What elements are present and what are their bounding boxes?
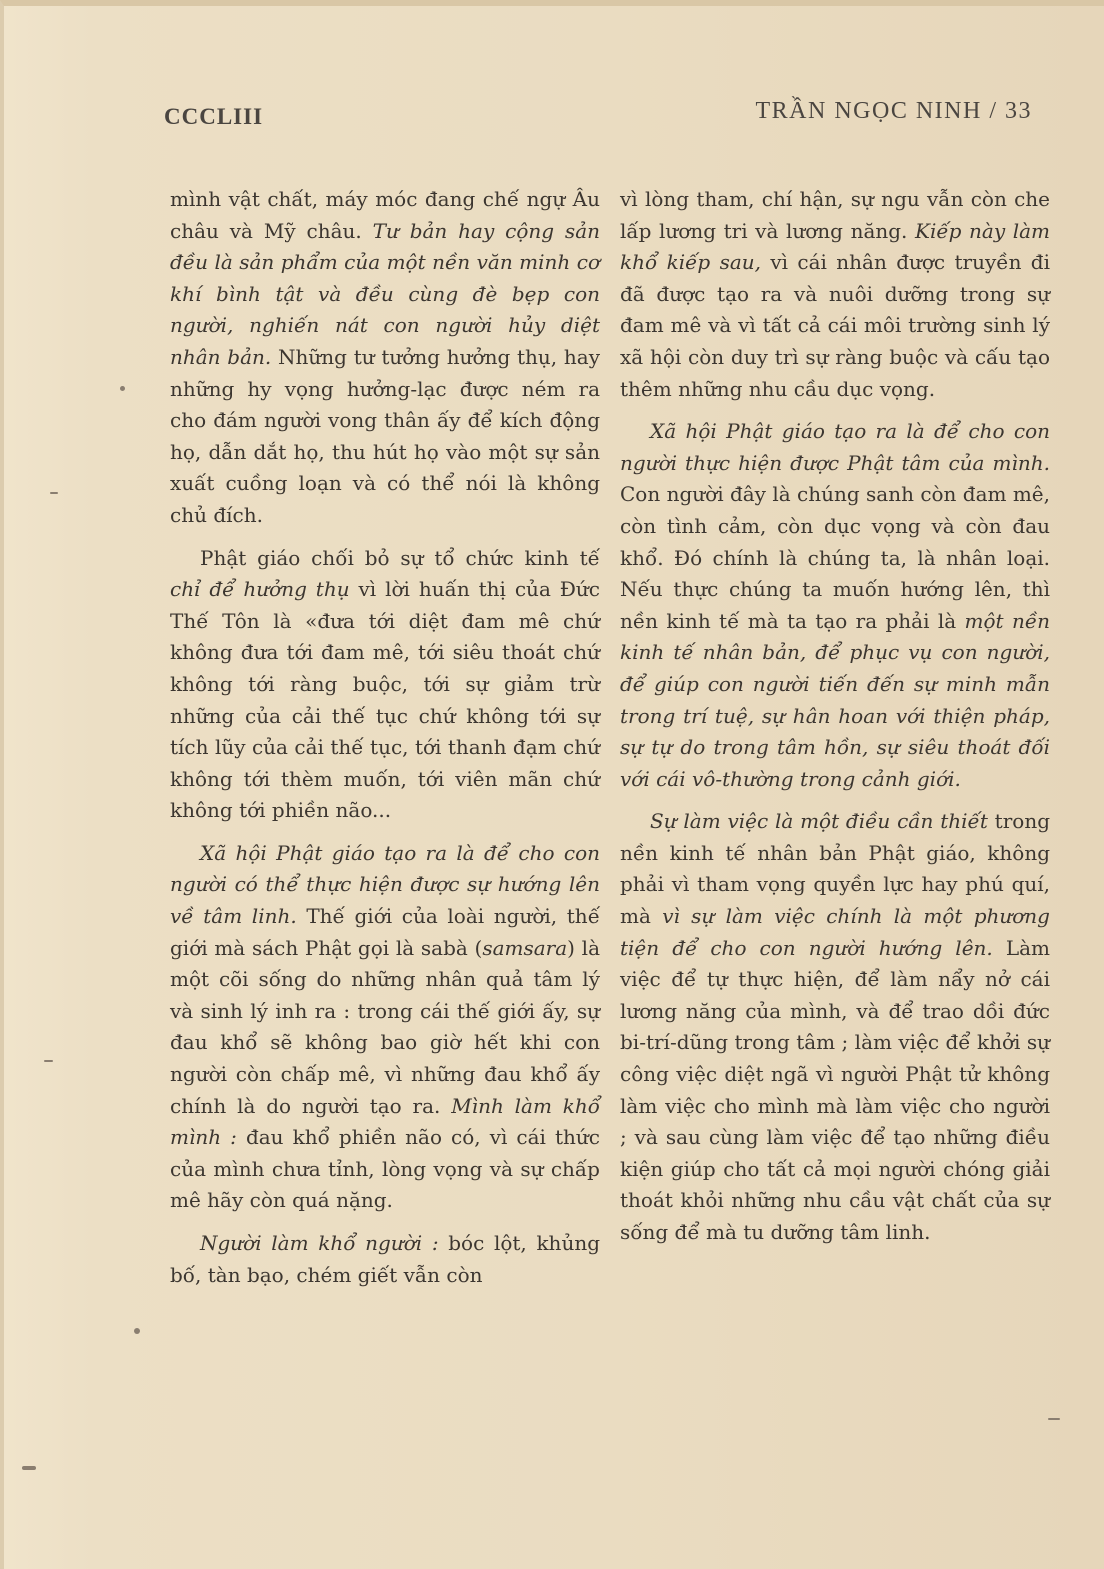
text-run: vì cái nhân được truyền đi đã được tạo ra và nuôi dưỡng trong sự đam mê và vì tất cả cái môi trường sinh lý xã hội còn duy trì sự ràng buộc và cấu tạo thêm những nhu cầu dục vọng. <box>620 250 1051 401</box>
paragraph <box>620 184 1050 405</box>
paragraph <box>170 1228 600 1291</box>
text-run: Làm việc để tự thực hiện, để làm nẩy nở cái lương năng của mình, và để trao dồi đức bi-trí-dũng trong tâm ; làm việc để khởi sự công việc diệt ngã vì người Phật tử không làm việc cho mình mà làm việc cho người ; và sau cùng làm việc để tạo những điều kiện giúp cho tất cả mọi người chóng giải thoát khỏi những nhu cầu vật chất của sự sống để mà tu dưỡng tâm linh. <box>620 935 1051 1244</box>
author-page-number: TRẦN NGỌC NINH / 33 <box>755 98 1032 124</box>
text-run: Thế giới của loài người, thế giới mà sách Phật gọi là sabà ( <box>170 904 600 960</box>
left-column <box>170 184 600 1291</box>
italic-text-run: Xã hội Phật giáo tạo ra là để cho con người thực hiện được Phật tâm của mình. <box>620 419 1050 475</box>
running-header <box>164 98 1032 138</box>
italic-text-run: một nền kinh tế nhân bản, để phục vụ con người, để giúp con người tiến đến sự minh mẫn trong trí tuệ, sự hân hoan với thiện pháp, sự tự do trong tâm hồn, sự siêu thoát đối với cái vô-thường trong cảnh giới. <box>620 608 1051 791</box>
text-run: mình vật chất, máy móc đang chế ngự Âu châu và Mỹ châu. <box>170 187 600 243</box>
italic-text-run: Sự làm việc là một điều cần thiết <box>650 809 988 834</box>
italic-text-run: Người làm khổ người : <box>200 1231 439 1255</box>
italic-text-run: chỉ để hưởng thụ <box>170 577 350 602</box>
text-run: đau khổ phiền não có, vì cái thức của mình chưa tỉnh, lòng vọng và sự chấp mê hãy còn quá nặng. <box>170 1125 600 1213</box>
text-run: Con người đây là chúng sanh còn đam mê, còn tình cảm, còn dục vọng và còn đau khổ. Đó chính là chúng ta, là nhân loại. Nếu thực chúng ta muốn hướng lên, thì nền kinh tế mà ta tạo ra phải là <box>620 482 1050 633</box>
italic-text-run: Xã hội Phật giáo tạo ra là để cho con người có thể thực hiện được sự hướng lên về tâm linh. <box>170 840 600 929</box>
italic-text-run: Tư bản hay cộng sản đều là sản phẩm của một nền văn minh cơ khí bình tật và đều cùng đè bẹp con người, nghiến nát con người hủy diệt nhân bản. <box>170 218 601 369</box>
text-run: trong nền kinh tế nhân bản Phật giáo, không phải vì tham vọng quyền lực hay phú quí, mà <box>620 809 1051 929</box>
italic-text-run: Mình làm khổ mình : <box>170 1093 600 1150</box>
text-run: vì lòng tham, chí hận, sự ngu vẫn còn che lấp lương tri và lương năng. <box>620 187 1050 243</box>
text-run: Phật giáo chối bỏ sự tổ chức kinh tế <box>200 545 600 570</box>
text-run: Những tư tưởng hưởng thụ, hay những hy vọng hưởng-lạc được ném ra cho đám người vong thân ấy để kích động họ, dẫn dắt họ, thu hút họ vào một sự sản xuất cuồng loạn và có thể nói là không chủ đích. <box>170 344 600 527</box>
paper-speck <box>44 1060 53 1062</box>
paper-speck <box>120 386 125 391</box>
paragraph <box>170 543 600 827</box>
paragraph <box>620 806 1050 1248</box>
paragraph <box>170 184 600 532</box>
italic-text-run: vì sự làm việc chính là một phương tiện để cho con người hướng lên. <box>620 904 1050 960</box>
chapter-numeral: CCCLIII <box>164 104 264 129</box>
text-run: vì lời huấn thị của Đức Thế Tôn là «đưa tới diệt đam mê chứ không đưa tới đam mê, tới siêu thoát chứ không tới ràng buộc, tới sự giảm trừ những của cải thế tục chứ không tới sự tích lũy của cải thế tục, tới thanh đạm chứ không tới thèm muốn, tới viên mãn chứ không tới phiền não... <box>170 577 600 823</box>
paper-speck <box>134 1328 140 1334</box>
text-run: ) là một cõi sống do những nhân quả tâm lý và sinh lý inh ra : trong cái thế giới ấy, sự đau khổ sẽ không bao giờ hết khi con người còn chấp mê, vì những đau khổ ấy chính là do người tạo ra. <box>170 935 601 1118</box>
text-run: bóc lột, khủng bố, tàn bạo, chém giết vẫn còn <box>170 1231 601 1287</box>
right-column <box>620 184 1050 1249</box>
paragraph <box>620 416 1050 795</box>
paper-speck <box>22 1466 36 1470</box>
italic-text-run: samsara <box>482 935 568 960</box>
italic-text-run: Kiếp này làm khổ kiếp sau, <box>620 218 1050 275</box>
paper-speck <box>1048 1418 1060 1420</box>
paper-speck <box>50 492 58 494</box>
paragraph <box>170 838 600 1217</box>
